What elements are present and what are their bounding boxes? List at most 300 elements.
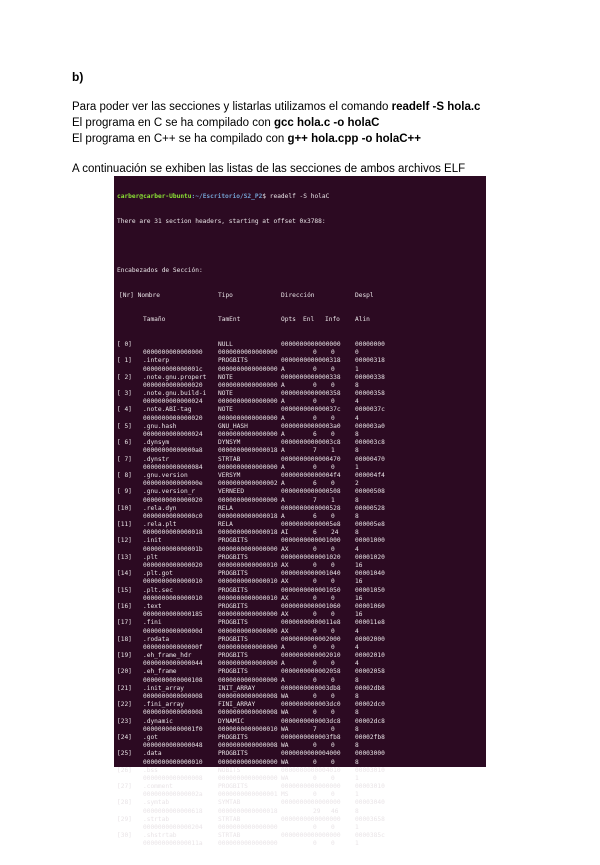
paragraph-readelf — [72, 99, 480, 115]
section-size: 00000000000001f0 — [143, 725, 203, 733]
section-type: INIT_ARRAY — [218, 684, 256, 692]
section-flags: WA — [281, 758, 289, 766]
section-name: .note.ABI-tag — [143, 406, 192, 414]
section-link: 0 — [313, 611, 317, 619]
section-link: 0 — [313, 774, 317, 782]
section-size: 0000000000000020 — [143, 414, 203, 422]
section-align: 16 — [355, 611, 363, 619]
section-number: [14] — [117, 570, 132, 578]
section-entsize: 0000000000000000 — [218, 381, 278, 389]
section-info: 46 — [331, 807, 339, 815]
section-row — [117, 406, 483, 414]
section-address: 00000000000003c8 — [281, 439, 341, 447]
command-text: g++ hola.cpp -o holaC++ — [287, 133, 421, 145]
section-row — [117, 390, 483, 398]
section-address: 00000000000011e8 — [281, 619, 341, 627]
section-offset: 000011e8 — [355, 619, 385, 627]
section-type: NOBITS — [218, 766, 241, 774]
section-flags: A — [281, 431, 285, 439]
section-row-detail — [117, 840, 483, 848]
section-row — [117, 767, 483, 775]
section-offset: 0000385c — [355, 832, 385, 840]
section-size: 0000000000000024 — [143, 398, 203, 406]
section-name: .init_array — [143, 684, 184, 692]
section-info: 0 — [331, 725, 335, 733]
section-entsize: 0000000000000000 — [218, 660, 278, 668]
section-info: 0 — [331, 381, 335, 389]
section-row-detail — [117, 398, 483, 406]
section-size: 0000000000000618 — [143, 807, 203, 815]
section-flags: A — [281, 398, 285, 406]
section-size: 0000000000000108 — [143, 676, 203, 684]
section-info: 0 — [331, 512, 335, 520]
section-number: [ 6] — [117, 439, 132, 447]
paragraph-intro-lists: A continuación se exhiben las listas de las secciones de ambos archivos ELF — [72, 163, 466, 175]
section-info: 24 — [331, 529, 339, 537]
section-link: 7 — [313, 496, 317, 504]
section-row-detail — [117, 497, 483, 505]
section-type: NOTE — [218, 406, 233, 414]
section-row-detail — [117, 791, 483, 799]
section-offset: 00002dc8 — [355, 717, 385, 725]
section-entsize: 0000000000000000 — [218, 398, 278, 406]
section-type: FINI_ARRAY — [218, 701, 256, 709]
section-row — [117, 636, 483, 644]
section-address: 0000000000003db8 — [281, 684, 341, 692]
section-entsize: 0000000000000010 — [218, 725, 278, 733]
section-entsize: 0000000000000002 — [218, 480, 278, 488]
header-type: Tipo — [218, 291, 233, 299]
section-number: [ 7] — [117, 455, 132, 463]
header-info: Info — [325, 316, 340, 324]
section-type: PROGBITS — [218, 668, 248, 676]
section-name: .rela.dyn — [143, 504, 177, 512]
section-row — [117, 521, 483, 529]
section-number: [12] — [117, 537, 132, 545]
section-size: 0000000000000185 — [143, 611, 203, 619]
section-type: PROGBITS — [218, 602, 248, 610]
section-row — [117, 816, 483, 824]
section-offset: 00000338 — [355, 373, 385, 381]
section-align: 8 — [355, 431, 359, 439]
section-flags: A — [281, 381, 285, 389]
section-align: 16 — [355, 578, 363, 586]
section-offset: 00001060 — [355, 602, 385, 610]
paragraph-gcc — [72, 115, 379, 131]
section-number: [29] — [117, 815, 132, 823]
section-info: 1 — [331, 496, 335, 504]
section-address: 0000000000001050 — [281, 586, 341, 594]
section-name: .symtab — [143, 799, 170, 807]
section-align: 8 — [355, 529, 359, 537]
section-offset: 00001050 — [355, 586, 385, 594]
section-offset: 00002fb8 — [355, 733, 385, 741]
section-size: 000000000000000f — [143, 643, 203, 651]
section-size: 0000000000000018 — [143, 529, 203, 537]
section-entsize: 0000000000000018 — [218, 447, 278, 455]
section-entsize: 0000000000000000 — [218, 496, 278, 504]
section-link: 0 — [313, 562, 317, 570]
section-row-detail — [117, 808, 483, 816]
section-info: 0 — [331, 414, 335, 422]
section-row-detail — [117, 742, 483, 750]
section-align: 8 — [355, 512, 359, 520]
section-info: 0 — [331, 480, 335, 488]
section-address: 0000000000003dc8 — [281, 717, 341, 725]
section-entsize: 0000000000000000 — [218, 840, 278, 848]
terminal-prompt — [117, 193, 483, 201]
section-row — [117, 456, 483, 464]
section-address: 0000000000000000 — [281, 815, 341, 823]
header-link: Enl — [303, 316, 315, 324]
section-flags: AX — [281, 627, 289, 635]
section-row — [117, 341, 483, 349]
section-row-detail — [117, 415, 483, 423]
section-row-detail — [117, 529, 483, 537]
section-info: 0 — [331, 742, 335, 750]
section-row — [117, 619, 483, 627]
section-address: 0000000000004000 — [281, 750, 341, 758]
section-offset: 00000528 — [355, 504, 385, 512]
section-number: [30] — [117, 832, 132, 840]
section-type: GNU_HASH — [218, 422, 248, 430]
section-name: .eh_frame_hdr — [143, 652, 192, 660]
section-type: PROGBITS — [218, 570, 248, 578]
terminal-screenshot — [114, 176, 486, 848]
section-flags: AX — [281, 562, 289, 570]
section-name: .init — [143, 537, 162, 545]
header-size: Tamaño — [143, 316, 166, 324]
section-link: 0 — [313, 791, 317, 799]
section-name: .shstrtab — [143, 832, 177, 840]
section-row — [117, 357, 483, 365]
section-info: 0 — [331, 611, 335, 619]
section-align: 4 — [355, 627, 359, 635]
section-row — [117, 587, 483, 595]
header-nr: [Nr] Nombre — [119, 291, 160, 299]
section-row-detail — [117, 382, 483, 390]
section-row-detail — [117, 595, 483, 603]
section-row-detail — [117, 366, 483, 374]
header-flags: Opts — [281, 316, 296, 324]
section-row — [117, 652, 483, 660]
section-info: 0 — [331, 365, 335, 373]
section-type: PROGBITS — [218, 619, 248, 627]
section-type: PROGBITS — [218, 652, 248, 660]
section-entsize: 0000000000000010 — [218, 594, 278, 602]
section-align: 16 — [355, 562, 363, 570]
section-offset: 00001000 — [355, 537, 385, 545]
table-header-2 — [117, 316, 483, 324]
section-align: 1 — [355, 463, 359, 471]
section-flags: A — [281, 496, 285, 504]
section-offset: 00000508 — [355, 488, 385, 496]
prompt-user: carber@carber-Ubuntu — [117, 193, 192, 201]
section-link: 0 — [313, 381, 317, 389]
section-flags: WA — [281, 709, 289, 717]
section-link: 0 — [313, 414, 317, 422]
section-address: 0000000000000000 — [281, 832, 341, 840]
section-list — [117, 341, 483, 849]
section-size: 000000000000011a — [143, 840, 203, 848]
section-size: 0000000000000020 — [143, 381, 203, 389]
section-size: 000000000000000d — [143, 627, 203, 635]
section-name: .dynamic — [143, 717, 173, 725]
section-address: 0000000000000000 — [281, 783, 341, 791]
section-type: PROGBITS — [218, 553, 248, 561]
section-size: 000000000000001b — [143, 545, 203, 553]
section-link: 0 — [313, 840, 317, 848]
section-row-detail — [117, 480, 483, 488]
section-row-detail — [117, 464, 483, 472]
section-flags: A — [281, 414, 285, 422]
section-type: STRTAB — [218, 815, 241, 823]
section-flags: A — [281, 660, 285, 668]
section-address: 0000000000002058 — [281, 668, 341, 676]
section-entsize: 0000000000000008 — [218, 693, 278, 701]
section-flags: AX — [281, 578, 289, 586]
section-link: 0 — [313, 398, 317, 406]
section-size: 0000000000000010 — [143, 594, 203, 602]
section-align: 8 — [355, 807, 359, 815]
section-address: 0000000000000528 — [281, 504, 341, 512]
section-align: 1 — [355, 365, 359, 373]
section-row-detail — [117, 660, 483, 668]
section-row — [117, 718, 483, 726]
section-info: 0 — [331, 594, 335, 602]
section-size: 0000000000000048 — [143, 742, 203, 750]
section-offset: 00001040 — [355, 570, 385, 578]
section-address: 0000000000000358 — [281, 390, 341, 398]
section-entsize: 0000000000000000 — [218, 824, 278, 832]
section-align: 8 — [355, 725, 359, 733]
section-row — [117, 374, 483, 382]
section-link: 0 — [313, 824, 317, 832]
section-entsize: 0000000000000000 — [218, 431, 278, 439]
section-number: [17] — [117, 619, 132, 627]
header-align: Alin — [355, 316, 370, 324]
section-flags: WA — [281, 693, 289, 701]
section-name: .dynstr — [143, 455, 170, 463]
section-offset: 00002dc0 — [355, 701, 385, 709]
section-flags: MS — [281, 791, 289, 799]
section-name: .gnu.version_r — [143, 488, 196, 496]
section-link: 0 — [313, 349, 317, 357]
section-entsize: 0000000000000000 — [218, 627, 278, 635]
section-row — [117, 488, 483, 496]
section-flags: A — [281, 463, 285, 471]
section-link: 0 — [313, 660, 317, 668]
section-row-detail — [117, 431, 483, 439]
section-row-detail — [117, 628, 483, 636]
section-number: [27] — [117, 783, 132, 791]
section-number: [22] — [117, 701, 132, 709]
section-address: 00000000000005e8 — [281, 521, 341, 529]
section-size: 0000000000000044 — [143, 660, 203, 668]
section-type: SYMTAB — [218, 799, 241, 807]
section-align: 0 — [355, 349, 359, 357]
section-row — [117, 685, 483, 693]
section-number: [10] — [117, 504, 132, 512]
section-entsize: 0000000000000000 — [218, 463, 278, 471]
section-name: .rodata — [143, 635, 170, 643]
section-align: 4 — [355, 660, 359, 668]
section-row-detail — [117, 546, 483, 554]
section-number: [15] — [117, 586, 132, 594]
section-offset: 00002058 — [355, 668, 385, 676]
section-entsize: 0000000000000000 — [218, 676, 278, 684]
section-info: 0 — [331, 840, 335, 848]
section-align: 1 — [355, 824, 359, 832]
section-align: 8 — [355, 709, 359, 717]
section-name: .fini_array — [143, 701, 184, 709]
section-entsize: 0000000000000010 — [218, 578, 278, 586]
section-number: [ 3] — [117, 390, 132, 398]
section-offset: 00000318 — [355, 357, 385, 365]
section-info: 0 — [331, 774, 335, 782]
section-row-detail — [117, 775, 483, 783]
section-number: [25] — [117, 750, 132, 758]
section-align: 1 — [355, 840, 359, 848]
prompt-path: :~/Escritorio/S2_P2 — [191, 193, 263, 201]
section-type: RELA — [218, 504, 233, 512]
section-offset: 00001020 — [355, 553, 385, 561]
section-type: NOTE — [218, 373, 233, 381]
section-address: 0000000000000318 — [281, 357, 341, 365]
section-type: STRTAB — [218, 455, 241, 463]
section-address: 0000000000001040 — [281, 570, 341, 578]
section-info: 0 — [331, 676, 335, 684]
paragraph-gpp — [72, 131, 421, 147]
section-offset: 00000358 — [355, 390, 385, 398]
section-link: 0 — [313, 578, 317, 586]
section-entsize: 0000000000000001 — [218, 791, 278, 799]
prompt-command: $ readelf -S holaC — [262, 193, 330, 201]
section-entsize: 0000000000000010 — [218, 562, 278, 570]
section-type: PROGBITS — [218, 357, 248, 365]
section-address: 0000000000000508 — [281, 488, 341, 496]
section-align: 8 — [355, 496, 359, 504]
section-flags: WA — [281, 774, 289, 782]
section-align: 8 — [355, 742, 359, 750]
section-link: 6 — [313, 431, 317, 439]
section-align: 8 — [355, 758, 359, 766]
section-size: 0000000000000008 — [143, 709, 203, 717]
section-number: [18] — [117, 635, 132, 643]
section-name: .plt.got — [143, 570, 173, 578]
section-number: [13] — [117, 553, 132, 561]
section-align: 4 — [355, 414, 359, 422]
section-name: .plt.sec — [143, 586, 173, 594]
section-row — [117, 750, 483, 758]
section-number: [21] — [117, 684, 132, 692]
section-row-detail — [117, 644, 483, 652]
section-address: 0000000000000470 — [281, 455, 341, 463]
section-info: 0 — [331, 660, 335, 668]
section-name: .note.gnu.propert — [143, 373, 207, 381]
section-address: 00000000000003a0 — [281, 422, 341, 430]
section-row-detail — [117, 611, 483, 619]
section-row — [117, 537, 483, 545]
section-entsize: 0000000000000000 — [218, 611, 278, 619]
section-entsize: 0000000000000000 — [218, 414, 278, 422]
section-link: 7 — [313, 725, 317, 733]
section-entsize: 0000000000000000 — [218, 758, 278, 766]
section-name: .note.gnu.build-i — [143, 390, 207, 398]
section-row — [117, 570, 483, 578]
section-flags: WA — [281, 742, 289, 750]
section-link: 0 — [313, 365, 317, 373]
section-info: 0 — [331, 627, 335, 635]
section-size: 000000000000002a — [143, 791, 203, 799]
section-address: 0000000000002010 — [281, 652, 341, 660]
section-type: NOTE — [218, 390, 233, 398]
section-link: 0 — [313, 693, 317, 701]
section-number: [28] — [117, 799, 132, 807]
section-number: [11] — [117, 521, 132, 529]
section-size: 0000000000000020 — [143, 562, 203, 570]
section-align: 1 — [355, 791, 359, 799]
section-size: 0000000000000010 — [143, 758, 203, 766]
section-type: PROGBITS — [218, 783, 248, 791]
section-size: 000000000000001c — [143, 365, 203, 373]
section-size: 000000000000000e — [143, 480, 203, 488]
section-type: PROGBITS — [218, 537, 248, 545]
section-row — [117, 439, 483, 447]
section-number: [19] — [117, 652, 132, 660]
section-info: 0 — [331, 643, 335, 651]
section-link: 29 — [313, 807, 321, 815]
section-link: 7 — [313, 447, 317, 455]
section-row — [117, 554, 483, 562]
section-name: .plt — [143, 553, 158, 561]
section-info: 0 — [331, 398, 335, 406]
section-flags: AX — [281, 611, 289, 619]
section-name: .data — [143, 750, 162, 758]
section-address: 0000000000000338 — [281, 373, 341, 381]
section-info: 0 — [331, 758, 335, 766]
section-size: 0000000000000000 — [143, 349, 203, 357]
terminal-output — [117, 177, 483, 865]
section-type: PROGBITS — [218, 733, 248, 741]
table-header-1 — [117, 292, 483, 300]
section-address: 0000000000003fb8 — [281, 733, 341, 741]
section-type: PROGBITS — [218, 586, 248, 594]
section-name: .gnu.version — [143, 471, 188, 479]
section-offset: 000003a0 — [355, 422, 385, 430]
section-link: 0 — [313, 627, 317, 635]
section-info: 0 — [331, 709, 335, 717]
section-entsize: 0000000000000008 — [218, 709, 278, 717]
section-align: 2 — [355, 480, 359, 488]
section-offset: 00003010 — [355, 783, 385, 791]
section-align: 4 — [355, 398, 359, 406]
section-size: 0000000000000084 — [143, 463, 203, 471]
section-address: 00000000000004f4 — [281, 471, 341, 479]
section-row-detail — [117, 824, 483, 832]
section-number: [ 5] — [117, 422, 132, 430]
section-address: 0000000000001000 — [281, 537, 341, 545]
section-name: .comment — [143, 783, 173, 791]
section-row-detail — [117, 693, 483, 701]
paragraph-text: El programa en C se ha compilado con — [72, 117, 274, 129]
section-link: 0 — [313, 545, 317, 553]
section-info: 0 — [331, 431, 335, 439]
section-type: NULL — [218, 340, 233, 348]
section-size: 0000000000000020 — [143, 496, 203, 504]
section-align: 4 — [355, 545, 359, 553]
paragraph-text: El programa en C++ se ha compilado con — [72, 133, 288, 145]
